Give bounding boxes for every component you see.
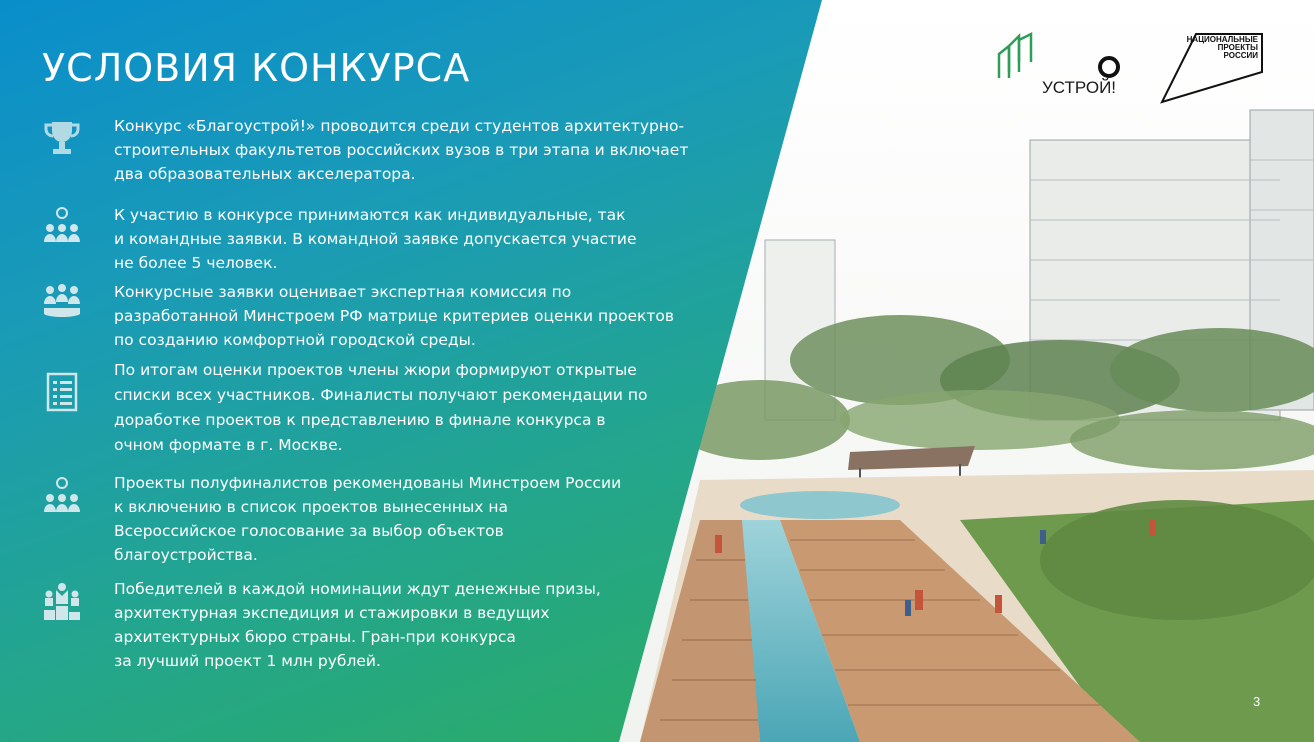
trophy-icon [42, 118, 82, 158]
condition-text-2: К участию в конкурсе принимаются как индивидуальные, так и командные заявки. В командной заявке допускается участие не более 5 человек. [114, 206, 637, 272]
ustroy-logo-text: УСТРОЙ! [1042, 78, 1117, 97]
checklist-icon [42, 372, 82, 412]
condition-item-3 [114, 280, 714, 352]
condition-item-5 [114, 471, 714, 567]
ustroy-ring-icon [1098, 56, 1120, 78]
condition-text-5: Проекты полуфиналистов рекомендованы Минстроем России к включению в список проектов вынесенных на Всероссийское голосование за выбор объектов благоустройства. [114, 474, 622, 564]
national-projects-text: НАЦИОНАЛЬНЫЕ ПРОЕКТЫ РОССИИ [1186, 35, 1258, 60]
blagoustroy-logo-icon [995, 32, 1035, 80]
condition-text-1: Конкурс «Благоустрой!» проводится среди студентов архитектурно- строительных факультетов российских вузов в три этапа и включает два образовательных акселератора. [114, 117, 689, 183]
condition-item-6 [114, 577, 714, 673]
team-idea-icon [42, 476, 82, 516]
condition-item-4 [114, 358, 714, 458]
condition-item-2 [114, 203, 714, 275]
slide-title: УСЛОВИЯ КОНКУРСА [42, 46, 471, 90]
page-number: 3 [1253, 694, 1261, 709]
national-projects-logo [1160, 32, 1264, 104]
condition-text-3: Конкурсные заявки оценивает экспертная комиссия по разработанной Минстроем РФ матрице критериев оценки проектов по созданию комфортной городской среды. [114, 283, 675, 349]
ustroy-logo [1042, 56, 1122, 100]
condition-text-6: Победителей в каждой номинации ждут денежные призы, архитектурная экспедиция и стажировки в ведущих архитектурных бюро страны. Гран-при конкурса за лучший проект 1 млн рублей. [114, 580, 601, 670]
condition-text-4: По итогам оценки проектов члены жюри формируют открытые списки всех участников. Финалисты получают рекомендации по доработке проектов к представлению в финале конкурса в очном формате в г. Москве. [114, 361, 648, 454]
committee-icon [42, 282, 82, 322]
team-idea-icon [42, 206, 82, 246]
podium-icon [42, 582, 82, 622]
condition-item-1 [114, 114, 714, 186]
